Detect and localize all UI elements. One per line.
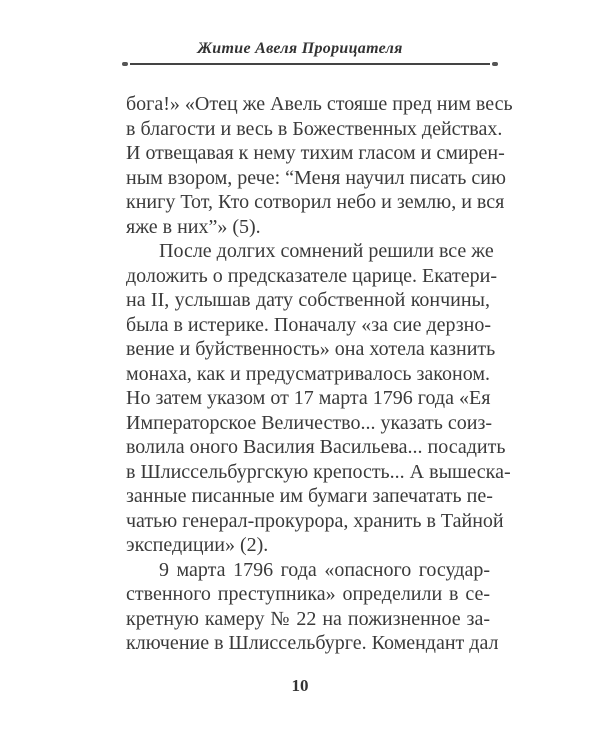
text-line: чатью генерал-прокурора, хранить в Тайной <box>126 509 504 532</box>
text-line: была в истерике. Поначалу «за сие дерзно- <box>126 313 492 336</box>
text-line: После долгих сомнений решили все же <box>159 240 494 262</box>
page-number: 10 <box>291 676 309 695</box>
running-title: Житие Авеля Прорицателя <box>197 40 403 57</box>
text-line: в Шлиссельбургскую крепость... А вышеска- <box>126 460 511 483</box>
text-line: экспедиции» (2). <box>126 534 269 556</box>
header-rule <box>130 63 490 65</box>
body-text <box>126 92 513 656</box>
text-line: на II, услышав дату собственной кончины, <box>126 289 490 311</box>
text-line: кретную камеру № 22 на пожизненное за- <box>126 607 490 630</box>
text-line: Но затем указом от 17 марта 1796 года «Ея <box>126 387 491 409</box>
text-line: Императорское Величество... указать соиз- <box>126 411 493 434</box>
text-line: бога!» «Отец же Авель стояше пред ним весь <box>126 93 513 115</box>
text-line: 9 марта 1796 года «опасного государ- <box>159 558 490 581</box>
text-line: И отвещавая к нему тихим гласом и смирен- <box>126 142 505 164</box>
text-line: монаха, как и предусматривалось законом. <box>126 362 490 385</box>
text-line: ключение в Шлиссельбурге. Комендант дал <box>126 632 499 654</box>
text-line: доложить о предсказателе царице. Екатери- <box>126 264 498 287</box>
text-line: ным взором, рече: “Меня научил писать сию <box>126 166 506 189</box>
text-line: в благости и весь в Божественных действах. <box>126 117 503 140</box>
text-line: занные писанные им бумаги запечатать пе- <box>126 485 493 507</box>
text-line: вение и буйственность» она хотела казнить <box>126 338 496 360</box>
text-line: яже в них”» (5). <box>126 215 261 238</box>
text-line: ственного преступника» определили в се- <box>126 583 490 605</box>
text-line: книгу Тот, Кто сотворил небо и землю, и вся <box>126 191 505 213</box>
text-line: волила оного Василия Васильева... посадить <box>126 436 506 458</box>
